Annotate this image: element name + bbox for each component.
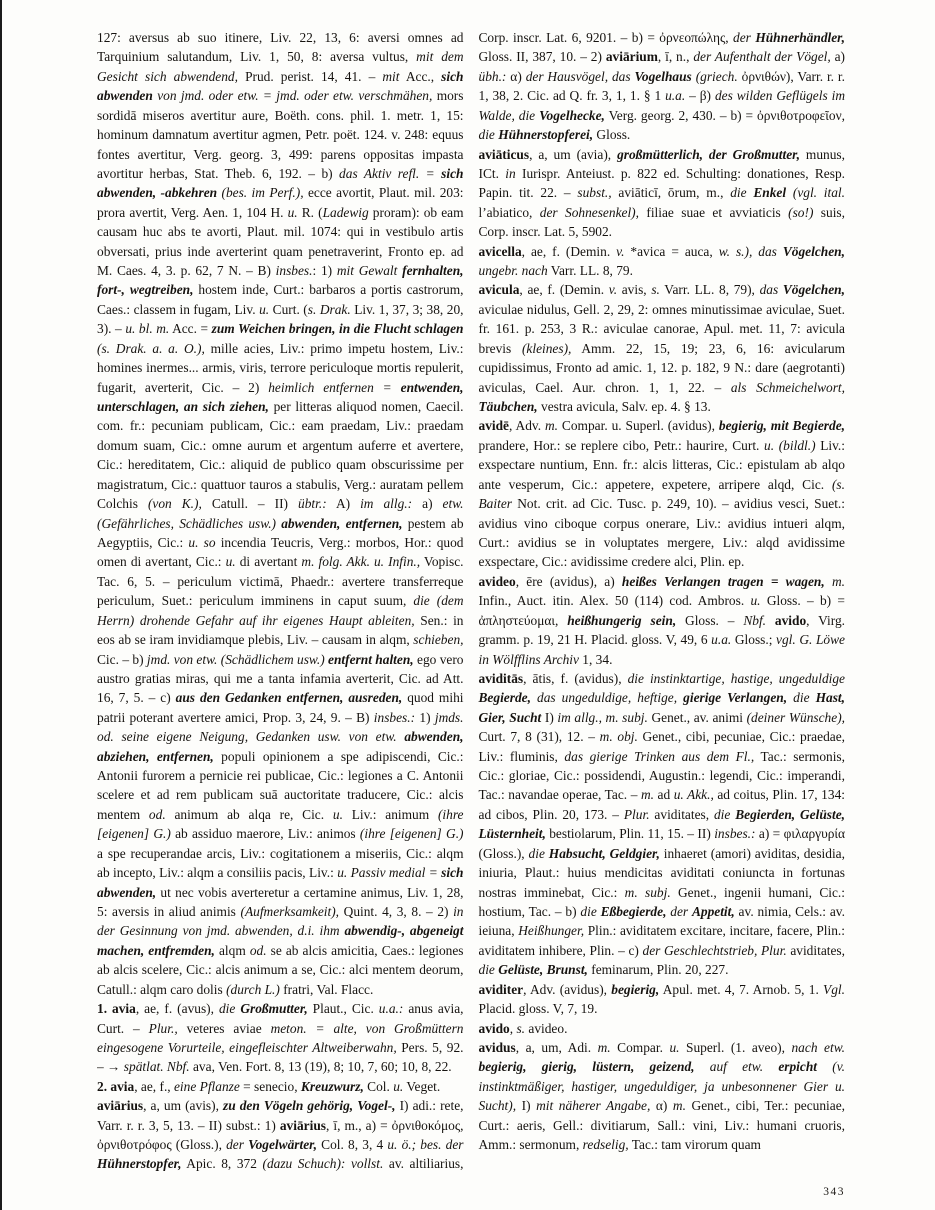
entry-avido: avido, s. avideo. bbox=[478, 1020, 568, 1036]
entry-avicula: avicula, ae, f. (Demin. v. avis, s. Varr. LL. 8, 79), das Vögelchen, aviculae nidulus, Gell. 2, 29, 2: omnes minutissimae aviculae, Suet. fr. 161. p. 253, 3 R.: aviculae canorae, Apul. met. 11, 7: avicula brevis (kleines), Amm. 22, 15, 19; 23, 6, 16: avicularum cupidissimus, Fronto ad amic. 1, 12. p. 182, 9 N.: dare (aegrotanti) aviculas, Cael. Aur. chron. 1, 1, 22. – als Schmeichelwort, Täubchen, vestra avicula, Salv. ep. 4. § 13. bbox=[478, 282, 845, 415]
entry-avicella: avicella, ae, f. (Demin. v. *avica = auca, w. s.), das Vögelchen, ungebr. nach Varr. LL. 8, 79. bbox=[478, 243, 845, 279]
entry-aviaticus: aviāticus, a, um (avia), großmütterlich, der Großmutter, munus, ICt. in Iurispr. Anteiust. p. 822 ed. Schulting: donationes, Resp. Papin. tit. 22. – subst., aviāticī, ōrum, m., die Enkel (vgl. ital. l’abiatico, der Sohnesenkel), filiae suae et avviaticis (so!) suis, Corp. inscr. Lat. 5, 5902. bbox=[478, 146, 845, 240]
entry-avide: avidē, Adv. m. Compar. u. Superl. (avidus), begierig, mit Begierde, prandere, Hor.: se replere cibo, Petr.: haurire, Curt. u. (bildl.) Liv.: exspectare nuntium, Enn. fr.: alcis litteras, Cic.: epistulam ab alqo ante vesperum, Cic.: appetere, expetere, arripere alqd, Cic. (s. Baiter Not. crit. ad Cic. Tusc. p. 249, 10). – avidius vesci, Suet.: avidius vino ciboque corpus onerare, Liv.: avidius intueri alqm, Curt.: avidius se in voluptates mergere, Liv.: alqd avidissime exspectare, Cic.: avidissime credere alci, Plin. ep. bbox=[478, 418, 845, 570]
entry-aviarius: aviārius, a, um (avis), zu den Vögeln gehörig, Vogel-, I) adi.: rete, Varr. r. r. 3, 5, 13. – II) subst.: 1) aviārius, ī, m., a) = ὀρνιθοκόμος, ὀρνιθοτρόφος (Gloss.), der Vogelwärter, Col. 8, 3, 4 u. ö.; bes. der Hühnerstopfer, Apic. 8, 372 (dazu Schuch): vollst. av. altiliarius, Corp. inscr. Lat. 6, 9201. – b) = ὀρνεοπώλης, der Hühnerhändler, Gloss. II, 387, 10. – 2) aviārium, ī, n., der Aufenthalt der Vögel, a) übh.: α) der Hausvögel, das Vogelhaus (griech. ὀρνιθών), Varr. r. r. 1, 38, 2. Cic. ad Q. fr. 3, 1, 1. § 1 u.a. – β) des wilden Geflügels im Walde, die Vogelhecke, Verg. georg. 2, 430. – b) = ὀρνιθοτροφεῖον, die Hühnerstopferei, Gloss. bbox=[97, 30, 845, 1172]
entry-aviditer: aviditer, Adv. (avidus), begierig, Apul. met. 4, 7. Arnob. 5, 1. Vgl. Placid. gloss. V, 7, 19. bbox=[478, 981, 845, 1017]
entry-avideo: avideo, ēre (avidus), a) heißes Verlangen tragen = wagen, m. Infin., Auct. itin. Alex. 50 (114) cod. Ambros. u. Gloss. – b) = ἀπληστεύομαι, heißhungerig sein, Gloss. – Nbf. avido, Virg. gramm. p. 19, 21 H. Placid. gloss. V, 49, 6 u.a. Gloss.; vgl. G. Löwe in Wölfflins Archiv 1, 34. bbox=[478, 573, 845, 667]
entry-avia-2: 2. avia, ae, f., eine Pflanze = senecio, Kreuzwurz, Col. u. Veget. bbox=[97, 1078, 441, 1094]
entry-avidus: avidus, a, um, Adi. m. Compar. u. Superl. (1. aveo), nach etw. begierig, gierig, lüstern, geizend, auf etw. erpicht (v. instinktmäßiger, hastiger, ungeduldiger, ja unbesonnener Gier u. Sucht), I) mit näherer Angabe, α) m. Genet., cibi, Ter.: pecuniae, Curt.: aeris, Gell.: divitiarum, Sall.: vini, Liv.: humani cruoris, Amm.: sermonum, redselig, Tac.: tam virorum quam bbox=[478, 1039, 845, 1153]
page-number: 343 bbox=[823, 1186, 845, 1198]
two-column-text-block bbox=[97, 28, 845, 1182]
entry-averto-continuation: 127: aversus ab suo itinere, Liv. 22, 13, 6: aversi omnes ad Tarquinium salutandum, Liv. 1, 50, 8: aversa vultus, mit dem Gesicht sich abwendend, Prud. perist. 14, 41. – mit Acc., sich abwenden von jmd. oder etw. = jmd. oder etw. verschmähen, mors sordidā miseros avertitur aure, Boëth. cons. phil. 1. metr. 1, 15: hominum damnatum avertitur agmen, Petr. poët. 124. v. 248: equus fontes avertitur, Verg. georg. 3, 499: parens oppositas impasta avortitur herbas, Stat. Theb. 6, 192. – b) das Aktiv refl. = sich abwenden, -abkehren (bes. im Perf.), ecce avortit, Plaut. mil. 203: prora avertit, Verg. Aen. 1, 104 H. u. R. (Ladewig proram): ob eam causam huc abs te avorti, Plaut. mil. 1074: qui in vestibulo artis obversati, prius inde averterint quam penetraverint, Fronto ep. ad M. Caes. 4, 3. p. 62, 7 N. – B) insbes.: 1) mit Gewalt fernhalten, fort-, wegtreiben, hostem inde, Curt.: barbaros a portis castrorum, Caes.: classem in fugam, Liv. u. Curt. (s. Drak. Liv. 1, 37, 3; 38, 20, 3). – u. bl. m. Acc. = zum Weichen bringen, in die Flucht schlagen (s. Drak. a. a. O.), mille acies, Liv.: primo impetu hostem, Liv.: homines inermes... armis, viris, terrore periculoque mortis repulerit, fugarit, averterit, Cic. – 2) heimlich entfernen = entwenden, unterschlagen, an sich ziehen, per litteras aliquod nomen, Caecil. com. fr.: pecuniam publicam, Cic.: eam praedam, Liv.: praedam domum suam, Cic.: omne aurum et argentum auferre et avertere, Cic.: hereditatem, Cic.: aliquid de publico quam obscurissime per magistratum, Cic.: quattuor tauros a stabulis, Verg.: auratam pellem Colchis (von K.), Catull. – II) übtr.: A) im allg.: a) etw. (Gefährliches, Schädliches usw.) abwenden, entfernen, pestem ab Aegyptiis, Cic.: u. so incendia Teucris, Verg.: morbos, Hor.: quod omen di avertant, Cic.: u. di avertant m. folg. Akk. u. Infin., Vopisc. Tac. 6, 5. – periculum victimā, Phaedr.: avertere transferreque periculum, Suet.: periculum imminens in caput suum, die (dem Herrn) drohende Gefahr auf ihr eigenes Haupt ableiten, Sen.: in eos ab se iram invidiamque plebis, Liv. – causam in alqm, schieben, Cic. – b) jmd. von etw. (Schädlichem usw.) entfernt halten, ego vero austro gratias miras, qui me a tanta infamia averterit, Cic. ad Att. 16, 7, 5. – c) aus den Gedanken entfernen, ausreden, quod mihi patrii poterant avertere amici, Prop. 3, 24, 9. – B) insbes.: 1) jmds. od. seine eigene Neigung, Gedanken usw. von etw. abwenden, abziehen, entfernen, populi opinionem a spe adipiscendi, Cic.: Antonii furorem a pernicie rei publicae, Cic.: legiones a C. Antonii scelere et ad rem publicam suā auctoritate traducere, Cic.: alcis mentem od. animum ab alqa re, Cic. u. Liv.: animum (ihre [eigenen] G.) ab assiduo maerore, Liv.: animos (ihre [eigenen] G.) a spe recuperandae arcis, Liv.: cogitationem a miseriis, Cic.: alqm ab incepto, Liv.: alqm a consiliis pacis, Liv.: u. Passiv medial = sich abwenden, ut nec vobis averteretur a certamine animus, Liv. 1, 28, 5: aversis in aliud animis (Aufmerksamkeit), Quint. 4, 3, 8. – 2) in der Gesinnung von jmd. abwenden, d.i. ihm abwendig-, abgeneigt machen, entfremden, alqm od. se ab alcis amicitia, Caes.: legiones ab alcis scelere, Cic.: alcis animum a se, Cic.: alci mentem deorum, Catull.: alqm caro dolis (durch L.) fratri, Val. Flacc. bbox=[97, 30, 464, 997]
entry-avia-1: 1. avia, ae, f. (avus), die Großmutter, Plaut., Cic. u.a.: anus avia, Curt. – Plur., veteres aviae meton. = alte, von Großmüttern eingesogene Vorurteile, eingefleischter Altweiberwahn, Pers. 5, 92. – → spätlat. Nbf. ava, Ven. Fort. 8, 13 (19), 8; 10, 7, 60; 10, 8, 22. bbox=[97, 1001, 464, 1075]
scan-edge-artifact bbox=[0, 0, 2, 1210]
entry-aviditas: aviditās, ātis, f. (avidus), die instinktartige, hastige, ungeduldige Begierde, das ungeduldige, heftige, gierige Verlangen, die Hast, Gier, Sucht I) im allg., m. subj. Genet., av. animi (deiner Wünsche), Curt. 7, 8 (31), 12. – m. obj. Genet., cibi, pecuniae, Cic.: praedae, Liv.: fluminis, das gierige Trinken aus dem Fl., Tac.: sermonis, Cic.: gloriae, Cic.: possidendi, Augustin.: legendi, Cic.: imperandi, Tac.: navandae operae, Tac. – m. ad u. Akk., ad coitus, Plin. 17, 134: ad cibos, Plin. 20, 173. – Plur. aviditates, die Begierden, Gelüste, Lüsternheit, bestiolarum, Plin. 11, 15. – II) insbes.: a) = φιλαργυρία (Gloss.), die Habsucht, Geldgier, inhaeret (amori) aviditas, desidia, iniuria, Plaut.: huius mendicitas aviditati coniuncta in fortunas nostras imminebat, Cic.: m. subj. Genet., ingenii humani, Cic.: hostium, Tac. – b) die Eßbegierde, der Appetit, av. nimia, Cels.: av. ieiuna, Heißhunger, Plin.: aviditatem excitare, incitare, facere, Plin.: aviditatem inhibere, Plin. – c) der Geschlechtstrieb, Plur. aviditates, die Gelüste, Brunst, feminarum, Plin. 20, 227. bbox=[478, 670, 845, 978]
